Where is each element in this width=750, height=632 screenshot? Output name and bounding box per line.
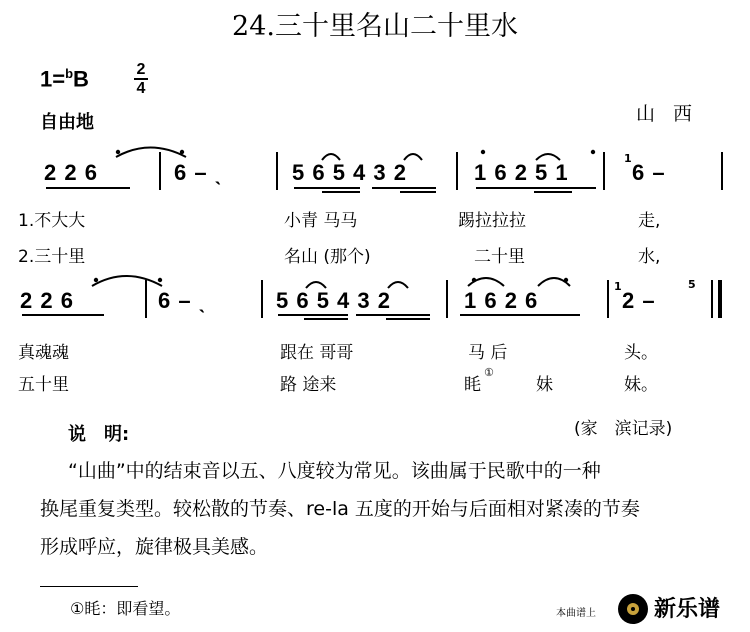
explanation-line-3: 形成呼应，旋律极具美感。 [40, 536, 269, 558]
key-signature: 1=$^b$B [40, 66, 89, 92]
song-title: 24.三十里名山二十里水 [232, 11, 518, 42]
lyric-line: 路 途来 [280, 375, 337, 395]
lyric-line: 水, [638, 247, 661, 267]
grace-note: 1 [614, 280, 622, 293]
measure-5: 6 – [632, 160, 666, 185]
lyric-line: 踢拉拉拉 [458, 211, 526, 231]
explanation-line-1: “山曲”中的结束音以五、八度较为常见。该曲属于民歌中的一种 [68, 460, 601, 482]
watermark-text: 本曲谱上 [556, 608, 596, 619]
lyric-line: 眊 [464, 375, 481, 395]
lyric-line: 名山 (那个) [284, 247, 371, 267]
measure-10: 2 – [622, 288, 656, 313]
measure-6: 2 2 6 [20, 288, 74, 313]
grace-note: 1 [624, 152, 632, 165]
measure-4: 1 6 2 5 1 [474, 160, 569, 185]
lyric-line: 跟在 哥哥 [280, 343, 354, 363]
grace-note: 5 [688, 278, 696, 291]
measure-2: 6 – ˎ [174, 160, 224, 185]
lyric-line: 1.不大大 [18, 211, 86, 231]
credit-line: (家 滨记录) [574, 419, 673, 439]
lyric-line: 二十里 [474, 247, 525, 267]
logo-text: 新乐谱 [654, 597, 721, 622]
time-signature: 2 4 [134, 62, 148, 96]
measure-1: 2 2 6 [44, 160, 98, 185]
lyric-line: 走, [638, 211, 661, 231]
measure-9: 1 6 2 6 [464, 288, 539, 313]
lyric-line: 真魂魂 [18, 343, 69, 363]
notes-heading: 说 明: [68, 424, 130, 445]
footnote-marker: ① [484, 366, 494, 379]
measure-8: 5 6 5 4 3 2 [276, 288, 391, 313]
lyric-line: 妹。 [624, 375, 658, 395]
measure-7: 6 – ˎ [158, 288, 208, 313]
lyric-line: 头。 [624, 343, 658, 363]
lyric-line: 五十里 [18, 375, 69, 395]
tempo-marking: 自由地 [40, 112, 94, 133]
lyric-line: 小青 马马 [284, 211, 358, 231]
measure-3: 5 6 5 4 3 2 [292, 160, 407, 185]
footnote-rule [40, 586, 138, 587]
logo-icon [616, 592, 650, 626]
footnote: ①眊：即看望。 [70, 599, 181, 618]
lyric-line: 2.三十里 [18, 247, 86, 267]
region-label: 山西 [636, 103, 711, 125]
lyric-line: 妹 [536, 375, 553, 395]
explanation-line-2: 换尾重复类型。较松散的节奏、re-la 五度的开始与后面相对紧凑的节奏 [40, 498, 640, 520]
lyric-line: 马 后 [468, 343, 508, 363]
